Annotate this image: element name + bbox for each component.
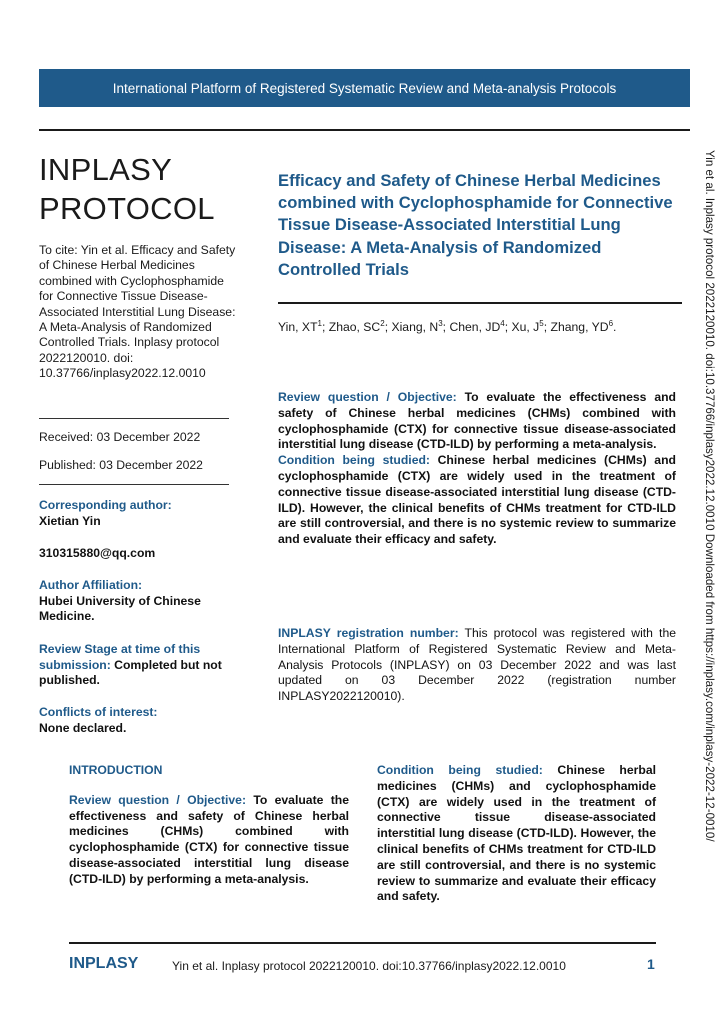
brand-line-1: INPLASY	[39, 152, 173, 187]
sidebar-divider-1	[39, 418, 229, 419]
author-affil-number: 3	[438, 319, 443, 328]
intro-column-left	[69, 763, 349, 888]
footer-divider	[69, 942, 656, 944]
page-number: 1	[647, 956, 655, 972]
affiliation-label: Author Affiliation:	[39, 578, 143, 592]
conflicts-label: Conflicts of interest:	[39, 705, 158, 719]
intro-condition-text: Chinese herbal medicines (CHMs) and cyclophosphamide (CTX) are widely used in the treatment of connective tissue disease-associated interstitial lung disease (CTD-ILD). However, the clinical benefits of CHMs treatment for CTD-ILD are still controversial, and there is no systemic review to summarize and evaluate their efficacy and safety.	[377, 763, 656, 904]
review-stage-label: Review Stage at time of this submission:	[39, 642, 201, 672]
corresponding-author	[39, 498, 239, 529]
review-stage-value: Completed but not published.	[39, 657, 222, 688]
corresponding-name: Xietian Yin	[39, 513, 101, 528]
email-address[interactable]: 310315880@qq.com	[39, 546, 156, 560]
registration-text: This protocol was registered with the International Platform of Registered Systematic Review and Meta-Analysis Protocols (INPLASY) on 03 December 2022 and was last updated on 03 December 2022 (registration number INPLASY2022120010).	[278, 626, 676, 704]
brand-title	[39, 150, 239, 228]
author-affil-number: 6	[608, 319, 614, 328]
paper-title: Efficacy and Safety of Chinese Herbal Medicines combined with Cyclophosphamide for Connective Tissue Disease-Associated Interstitial Lung Disease: A Meta-Analysis of Randomized Controlled Trials	[278, 171, 673, 279]
abstract-condition	[278, 453, 676, 548]
brand-line-2: PROTOCOL	[39, 191, 215, 226]
author-affil-number: 4	[500, 319, 505, 328]
title-divider	[278, 302, 682, 304]
published-date: Published: 03 December 2022	[39, 458, 203, 472]
email-block	[39, 546, 239, 562]
author-affil-number: 2	[380, 319, 385, 328]
footer-citation: Yin et al. Inplasy protocol 2022120010. doi:10.37766/inplasy2022.12.0010	[172, 959, 566, 973]
sidebar-divider-2	[39, 484, 229, 485]
author: Chen, JD	[449, 320, 501, 335]
intro-condition-label: Condition being studied:	[377, 763, 543, 777]
registration-info	[278, 626, 676, 705]
author-affil-number: 1	[317, 319, 322, 328]
top-divider	[39, 129, 690, 131]
conflicts-of-interest	[39, 705, 239, 736]
intro-heading: INTRODUCTION	[69, 763, 163, 777]
author: Zhang, YD	[550, 320, 609, 335]
author: Zhao, SC	[328, 320, 381, 335]
footer-brand: INPLASY	[69, 955, 139, 972]
corresponding-label: Corresponding author:	[39, 498, 172, 512]
review-question-text: To evaluate the effectiveness and safety of Chinese herbal medicines (CHMs) combined with cyclophosphamide (CTX) for connective tissue disease-associated interstitial lung disease (CTD-ILD) by performing a meta-analysis.	[278, 390, 676, 452]
author: Xiang, N	[391, 320, 439, 335]
received-date: Received: 03 December 2022	[39, 430, 201, 444]
margin-download-note: Yin et al. Inplasy protocol 2022120010. doi:10.37766/inplasy2022.12.0010 Downloaded from https://inplasy.com/inplasy-2022-12-0010/	[703, 150, 716, 842]
condition-label: Condition being studied:	[278, 453, 430, 468]
affiliation-value: Hubei University of Chinese Medicine.	[39, 593, 201, 624]
review-stage	[39, 642, 224, 689]
author-list: Yin, $XT^1$; Zhao, $SC^2$; Xiang, $N^3$; Chen, $JD^4$; Xu, $J^5$; Zhang, $YD^6$.	[278, 319, 617, 335]
author: Xu, J	[511, 320, 540, 335]
condition-text: Chinese herbal medicines (CHMs) and cyclophosphamide (CTX) are widely used in the treatment of connective tissue disease-associated interstitial lung disease (CTD-ILD). However, the clinical benefits of CHMs treatment for CTD-ILD are still controversial, and there is no systemic review to summarize and evaluate their efficacy and safety.	[278, 453, 676, 547]
registration-label: INPLASY registration number:	[278, 626, 459, 640]
intro-review-question	[69, 793, 349, 888]
conflicts-value: None declared.	[39, 720, 127, 735]
abstract-review-question	[278, 390, 676, 453]
author-affil-number: 5	[539, 319, 544, 328]
review-question-label: Review question / Objective:	[278, 390, 457, 404]
author: Yin, XT	[278, 320, 318, 335]
intro-review-question-text: To evaluate the effectiveness and safety of Chinese herbal medicines (CHMs) combined with cyclophosphamide (CTX) for connective tissue disease-associated interstitial lung disease (CTD-ILD) by performing a meta-analysis.	[69, 792, 349, 886]
author-affiliation	[39, 578, 239, 625]
citation-text: To cite: Yin et al. Efficacy and Safety of Chinese Herbal Medicines combined with Cyclophosphamide for Connective Tissue Disease-Associated Interstitial Lung Disease: A Meta-Analysis of Randomized Controlled Trials. Inplasy protocol 2022120010. doi: 10.37766/inplasy2022.12.0010	[39, 243, 236, 381]
intro-review-question-label: Review question / Objective:	[69, 792, 247, 807]
intro-column-right	[377, 763, 656, 905]
header-banner: International Platform of Registered Systematic Review and Meta-analysis Protocols	[39, 69, 690, 107]
abstract-summary	[278, 390, 676, 548]
